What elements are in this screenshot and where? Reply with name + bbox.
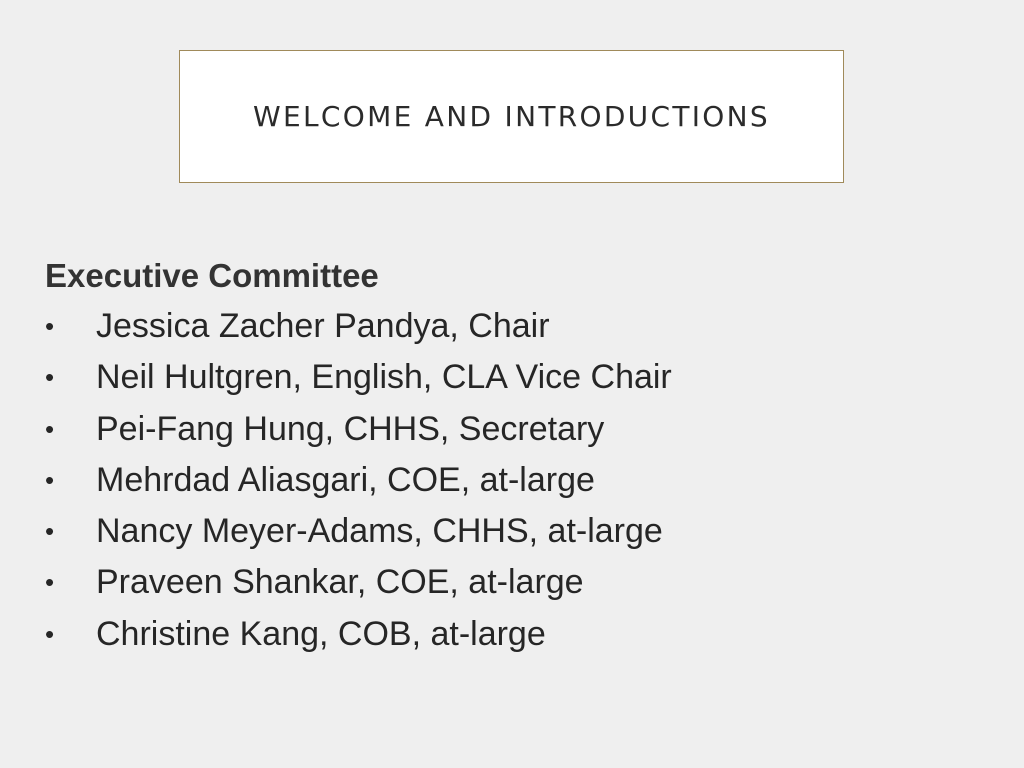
list-item [45,455,985,506]
list-item [45,301,985,352]
section-heading: Executive Committee [45,257,379,294]
bullet-icon: • [45,464,55,495]
bullet-icon: • [45,567,55,598]
member-list [45,301,985,660]
list-item [45,404,985,455]
list-item [45,557,985,608]
slide-content [45,250,985,660]
list-item [45,609,985,660]
member-name: Neil Hultgren, English, CLA Vice Chair [96,358,672,397]
member-name: Praveen Shankar, COE, at-large [96,563,584,602]
title-box [179,50,844,183]
bullet-icon: • [45,311,55,341]
member-name: Mehrdad Aliasgari, COE, at-large [96,460,595,499]
member-name: Pei-Fang Hung, CHHS, Secretary [96,409,605,448]
slide-title: WELCOME AND INTRODUCTIONS [253,100,770,133]
list-item [45,506,985,557]
bullet-icon: • [45,413,55,444]
bullet-icon: • [45,618,55,649]
member-name: Jessica Zacher Pandya, Chair [96,307,550,345]
member-name: Christine Kang, COB, at-large [96,614,546,653]
bullet-icon: • [45,516,55,547]
list-item [45,352,985,403]
member-name: Nancy Meyer-Adams, CHHS, at-large [96,512,663,551]
bullet-icon: • [45,362,55,393]
